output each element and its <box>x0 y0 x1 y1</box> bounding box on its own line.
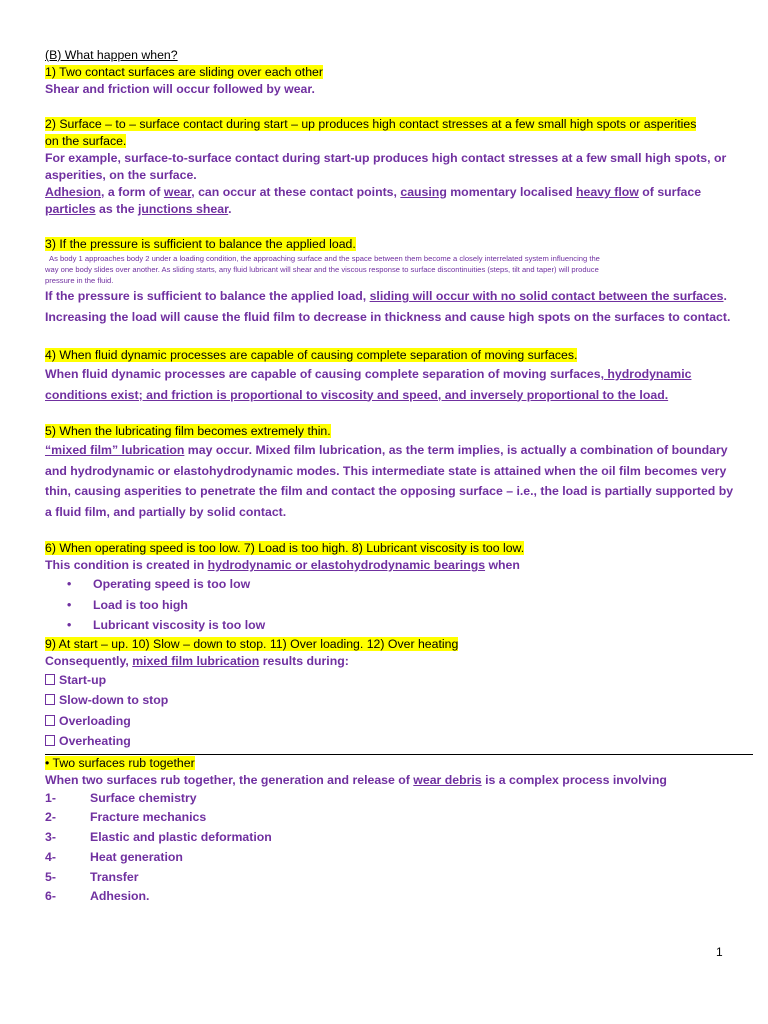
term-bearings: hydrodynamic or elastohydrodynamic bearings <box>207 558 486 572</box>
term-heavy-flow: heavy flow <box>576 185 639 199</box>
section-6-heading: 6) When operating speed is too low. 7) Load is too high. 8) Lubricant viscosity is too low. <box>45 541 525 555</box>
numbered-item: 5- Transfer <box>45 869 139 884</box>
section-3-small-note-2: way one body slides over another. As sliding starts, any fluid lubricant will shear and the viscous response to surface discontinuities (steps, tilt and taper) will produce <box>45 265 599 274</box>
page-title: (B) What happen when? <box>45 48 178 62</box>
term-junctions-shear: junctions shear <box>137 202 229 216</box>
checkbox-item: Slow-down to stop <box>45 690 725 711</box>
bullet-item: • Load is too high <box>67 597 188 612</box>
bullet-item: • Lubricant viscosity is too low <box>67 618 266 632</box>
section-9-text: Consequently, mixed film lubrication results during: <box>45 653 349 668</box>
numbered-item: 6- Adhesion. <box>45 889 150 904</box>
document-page <box>45 47 734 907</box>
section-2-text: For example, surface-to-surface contact during start-up produces high contact stresses at a few small high spots, or <box>45 151 727 165</box>
checkbox-item: Overheating <box>45 731 725 752</box>
section-4-text-cont: conditions exist; and friction is proportional to viscosity and speed, and inversely proportional to the load. <box>45 387 669 402</box>
term-mixed-film-lubrication: mixed film lubrication <box>132 653 260 668</box>
section-2-text-cont: asperities, on the surface. <box>45 168 197 182</box>
term-hydrodynamic: hydrodynamic <box>604 367 692 381</box>
empty-box-icon <box>45 694 55 705</box>
section-3-small-note-3: pressure in the fluid. <box>45 276 114 285</box>
section-5-text-3: thin, causing asperities to penetrate the film and contact the opposing surface – i.e., the load is partially supported by <box>45 484 734 498</box>
section-4-text: When fluid dynamic processes are capable of causing complete separation of moving surfaces, hydrodynamic <box>45 367 692 381</box>
empty-box-icon <box>45 715 55 726</box>
section-5-heading: 5) When the lubricating film becomes extremely thin. <box>45 424 331 438</box>
page-number: 1 <box>716 945 723 959</box>
term-sliding: sliding will occur with no solid contact between the surfaces <box>369 289 724 303</box>
term-causing: causing <box>400 185 447 199</box>
section-1-heading: 1) Two contact surfaces are sliding over each other <box>45 65 323 79</box>
section-1-text: Shear and friction will occur followed by wear. <box>45 82 315 96</box>
numbered-item: 2- Fracture mechanics <box>45 810 207 825</box>
term-particles: particles <box>45 202 96 216</box>
section-3-heading: 3) If the pressure is sufficient to balance the applied load. <box>45 237 356 251</box>
section-5-text-2: and hydrodynamic or elastohydrodynamic modes. This intermediate state is attained when the oil film becomes very <box>45 463 727 478</box>
empty-box-icon <box>45 674 55 685</box>
section-13-heading: • Two surfaces rub together <box>45 755 195 770</box>
checkbox-item: Overloading <box>45 711 725 732</box>
term-wear-debris: wear debris <box>413 772 482 787</box>
section-2-heading: 2) Surface – to – surface contact during start – up produces high contact stresses at a few small high spots or asperities <box>45 117 697 131</box>
section-4-heading: 4) When fluid dynamic processes are capable of causing complete separation of moving surfaces. <box>45 348 578 362</box>
section-3-small-note-1: As body 1 approaches body 2 under a loading condition, the approaching surface and the space between them become a closely interrelated system influencing the <box>49 254 600 263</box>
term-wear: wear <box>163 185 192 199</box>
section-3-text: If the pressure is sufficient to balance the applied load, sliding will occur with no solid contact between the surfaces. <box>45 289 727 303</box>
section-5-text-4: a fluid film, and partially by solid contact. <box>45 504 287 519</box>
section-2-heading-cont: on the surface. <box>45 134 127 148</box>
bullet-item: • Operating speed is too low <box>67 577 251 591</box>
empty-box-icon <box>45 735 55 746</box>
section-2-adhesion-line: Adhesion, a form of wear, can occur at these contact points, causing momentary localised heavy flow of surface <box>45 185 702 199</box>
section-13-text: When two surfaces rub together, the generation and release of wear debris is a complex process involving <box>45 772 667 787</box>
checkbox-item: Start-up <box>45 670 725 691</box>
section-2-particles-line: particles as the junctions shear. <box>45 202 232 216</box>
numbered-item: 4- Heat generation <box>45 849 183 864</box>
term-mixed-film: “mixed film” lubrication <box>45 443 185 457</box>
section-6-text: This condition is created in hydrodynamic or elastohydrodynamic bearings when <box>45 558 520 572</box>
section-3-text-2: Increasing the load will cause the fluid film to decrease in thickness and cause high spots on the surfaces to contact. <box>45 309 731 324</box>
section-5-text: “mixed film” lubrication may occur. Mixed film lubrication, as the term implies, is actually a combination of boundary <box>45 443 728 457</box>
numbered-item: 1- Surface chemistry <box>45 790 197 805</box>
numbered-item: 3- Elastic and plastic deformation <box>45 830 272 845</box>
section-9-heading: 9) At start – up. 10) Slow – down to stop. 11) Over loading. 12) Over heating <box>45 636 459 651</box>
term-adhesion: Adhesion <box>45 185 102 199</box>
